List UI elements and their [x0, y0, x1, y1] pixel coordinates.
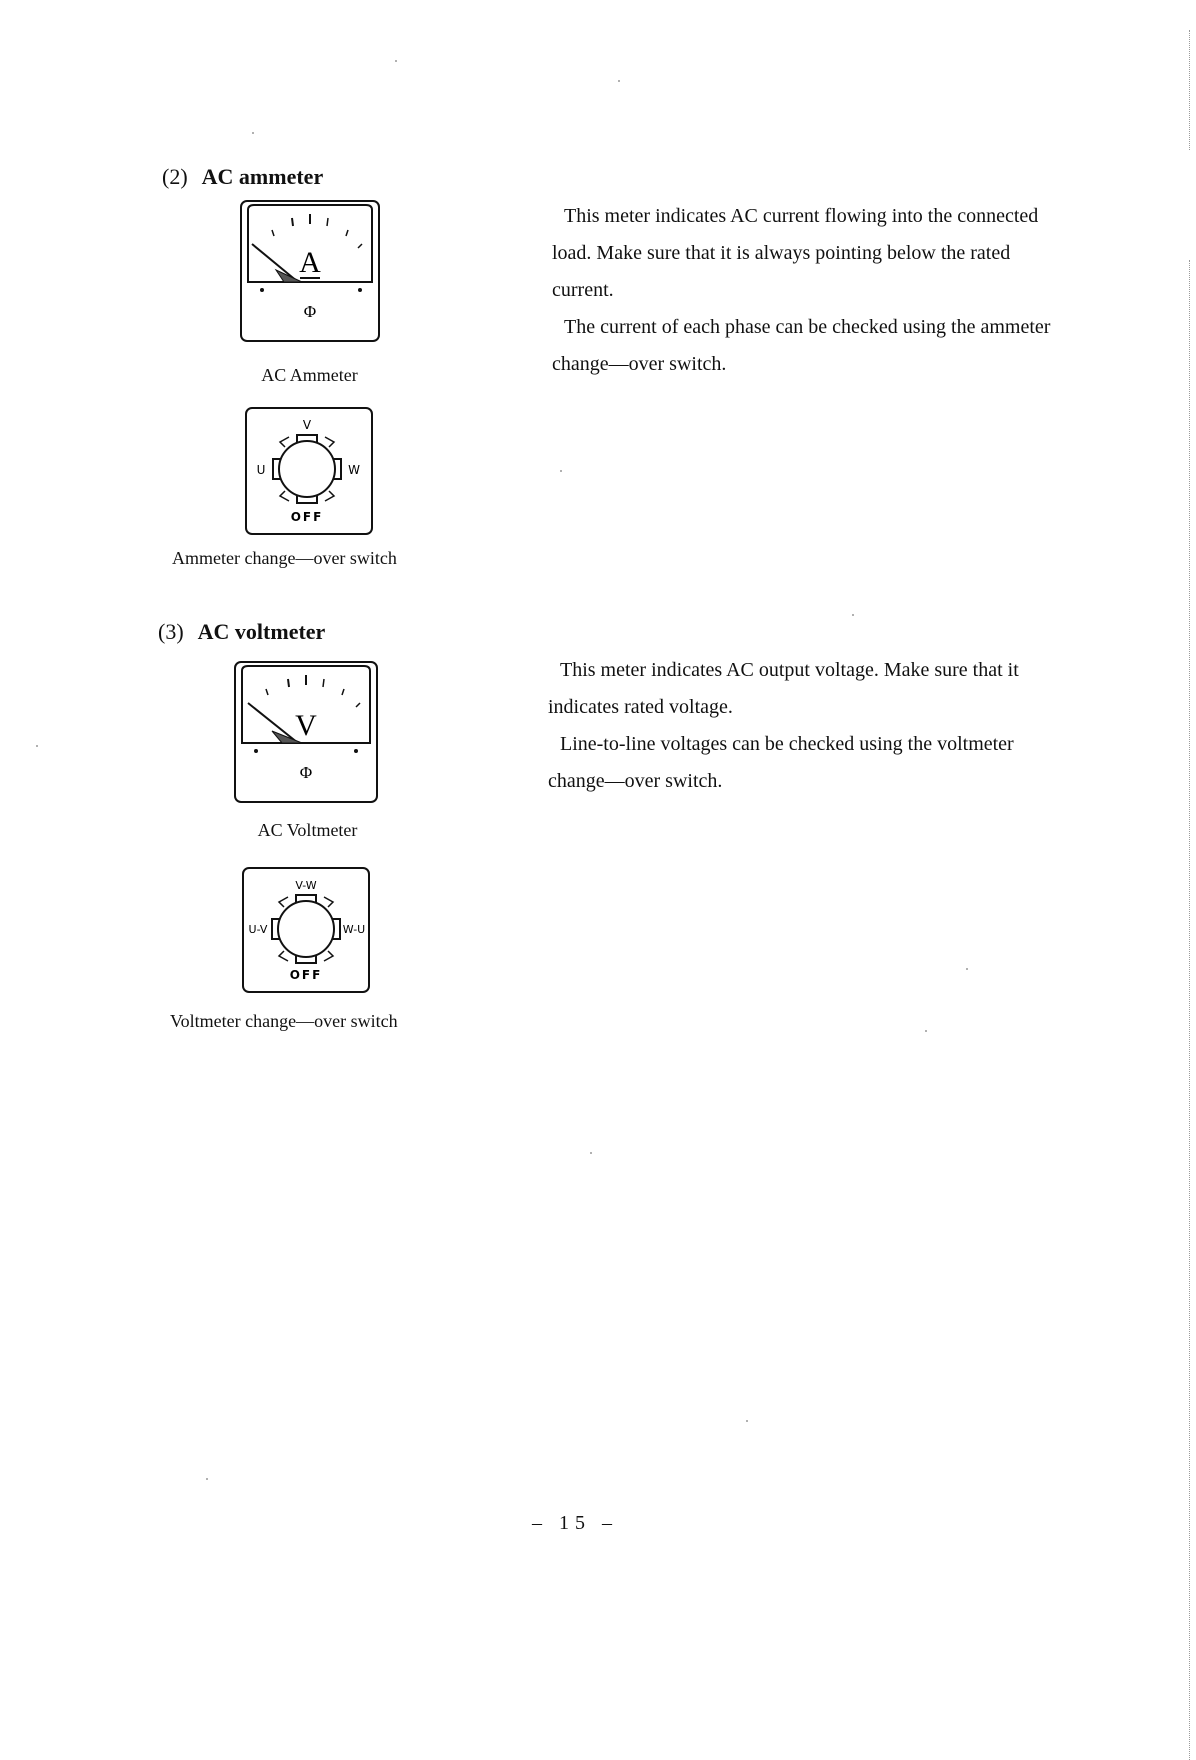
scan-speck: [206, 1478, 208, 1480]
switch-label-bottom: OFF: [289, 968, 323, 982]
scan-speck: [36, 745, 38, 747]
switch-label-top: V-W: [295, 879, 317, 892]
ac-ammeter-figure: [240, 200, 380, 342]
section-heading-ammeter: [162, 164, 323, 190]
paragraph: Line-to-line voltages can be checked using the voltmeter change—over switch.: [548, 733, 1014, 792]
rotary-switch-icon: [245, 407, 373, 535]
voltmeter-icon: [234, 661, 378, 803]
voltmeter-caption: AC Voltmeter: [257, 820, 358, 840]
scan-speck: [746, 1420, 748, 1422]
voltmeter-description: [548, 652, 1048, 800]
scan-edge-line: [1189, 30, 1190, 150]
rotary-switch-icon: [242, 867, 370, 993]
scan-speck: [395, 60, 397, 62]
ammeter-description: [552, 198, 1052, 383]
ammeter-switch-figure: [245, 407, 373, 535]
section-title: AC voltmeter: [197, 619, 326, 644]
voltmeter-symbol: V: [295, 709, 317, 742]
ammeter-symbol: A: [299, 246, 321, 279]
scan-speck: [852, 614, 854, 616]
switch-label-right: W-U: [342, 923, 366, 936]
scan-speck: [618, 80, 620, 82]
scan-speck: [966, 968, 968, 970]
scan-speck: [925, 1030, 927, 1032]
switch-label-left: U-V: [248, 923, 268, 936]
paragraph: This meter indicates AC current flowing into the connected load. Make sure that it is always pointing below the rated current.: [552, 205, 1039, 301]
voltmeter-switch-caption: Voltmeter change—over switch: [170, 1011, 398, 1031]
scan-speck: [590, 1152, 592, 1154]
scan-speck: [252, 132, 254, 134]
paragraph: This meter indicates AC output voltage. Make sure that it indicates rated voltage.: [548, 659, 1019, 718]
section-number: (3): [158, 619, 184, 644]
ammeter-switch-caption: Ammeter change—over switch: [172, 548, 397, 568]
page-number: – 15 –: [532, 1512, 618, 1534]
voltmeter-phase-symbol: Φ: [299, 763, 313, 782]
switch-label-left: U: [256, 463, 266, 477]
scan-edge-line: [1189, 260, 1190, 1760]
ammeter-icon: [240, 200, 380, 342]
ac-voltmeter-figure: [234, 661, 378, 803]
section-title: AC ammeter: [201, 164, 324, 189]
section-heading-voltmeter: [158, 619, 325, 645]
switch-label-top: V: [302, 418, 312, 432]
ammeter-caption: AC Ammeter: [261, 365, 358, 385]
paragraph: The current of each phase can be checked using the ammeter change—over switch.: [552, 316, 1051, 375]
section-number: (2): [162, 164, 188, 189]
switch-label-right: W: [348, 463, 360, 477]
scan-speck: [560, 470, 562, 472]
voltmeter-switch-figure: [242, 867, 370, 993]
switch-label-bottom: OFF: [290, 510, 324, 524]
ammeter-phase-symbol: Φ: [303, 302, 317, 321]
